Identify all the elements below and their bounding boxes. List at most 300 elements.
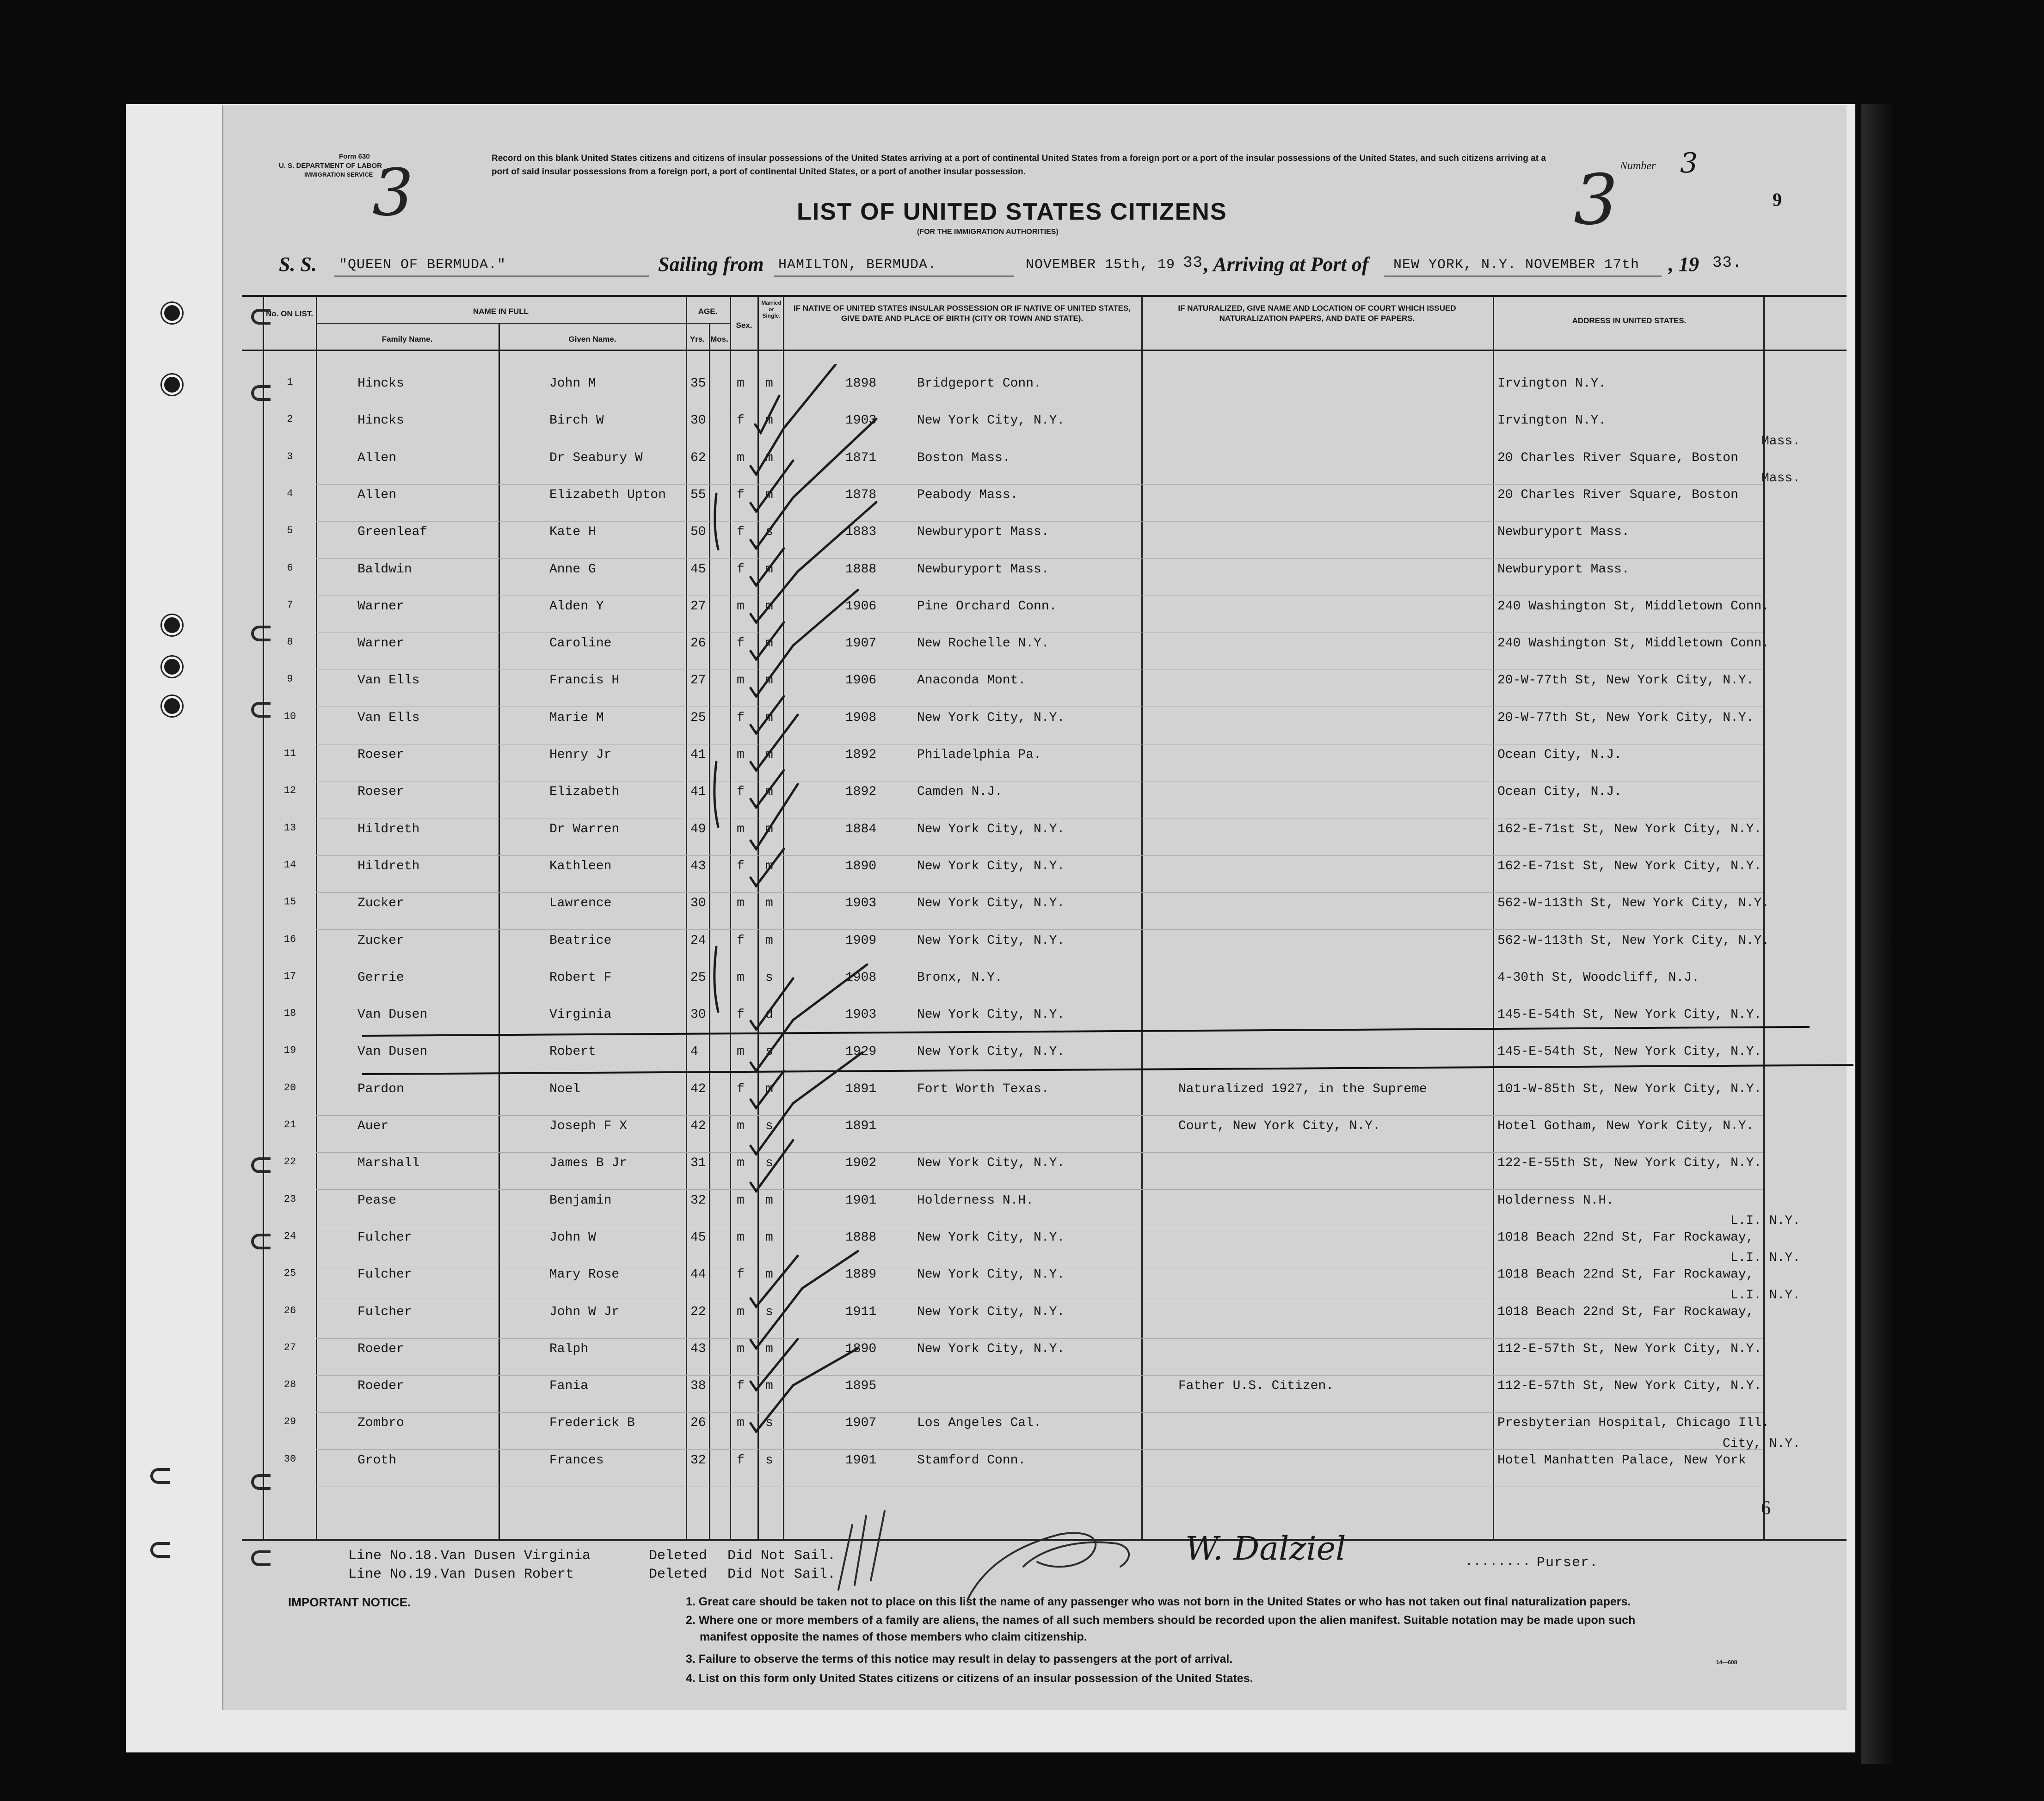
cell-year: 1929: [845, 1045, 877, 1059]
form-number: Form 630: [339, 153, 370, 160]
cell-yrs: 35: [690, 376, 706, 391]
binder-hole: [162, 615, 182, 635]
cell-given: Virginia: [549, 1008, 612, 1022]
cell-ms: s: [765, 1119, 773, 1133]
cell-ms: d: [765, 1008, 773, 1022]
cell-ms: m: [765, 748, 773, 762]
cell-addr: Hotel Manhatten Palace, New York: [1497, 1453, 1746, 1468]
cell-family: Fulcher: [357, 1267, 412, 1282]
cell-address-continued: L.I. N.Y.: [1730, 1288, 1800, 1303]
purser-signature: W. Dalziel: [1185, 1530, 1346, 1567]
cell-sex: m: [737, 822, 745, 836]
cell-addr: 20 Charles River Square, Boston: [1497, 450, 1738, 465]
row-rule: [316, 892, 1763, 893]
cell-no: 27: [283, 1341, 296, 1353]
cell-yrs: 4: [690, 1045, 698, 1059]
cell-sex: m: [737, 1416, 745, 1431]
cell-given: John M: [549, 376, 596, 391]
cell-yrs: 38: [690, 1379, 706, 1394]
cell-no: 22: [283, 1156, 296, 1168]
cell-address-continued: Mass.: [1761, 434, 1800, 449]
cell-family: Baldwin: [357, 562, 412, 577]
cell-yrs: 26: [690, 636, 706, 651]
cell-given: Birch W: [549, 413, 604, 428]
cell-given: Caroline: [549, 636, 612, 651]
purser-dots: ........: [1465, 1555, 1531, 1569]
notice-3: 3. Failure to observe the terms of this notice may result in delay to passengers at the port of arrival.: [686, 1653, 1233, 1666]
binder-mark: [150, 1542, 170, 1558]
cell-sex: m: [737, 1119, 745, 1133]
cell-ms: s: [765, 525, 773, 540]
binder-hole: [162, 696, 182, 716]
departure-port: HAMILTON, BERMUDA.: [778, 257, 937, 273]
cell-given: James B Jr: [549, 1156, 628, 1171]
binder-mark: [251, 1474, 271, 1490]
cell-given: Elizabeth: [549, 785, 620, 799]
cell-yrs: 44: [690, 1267, 706, 1282]
check-mark: [751, 1348, 858, 1432]
arrival-port: NEW YORK, N.Y.: [1393, 257, 1517, 273]
cell-place: Fort Worth Texas.: [917, 1082, 1049, 1096]
cell-yrs: 30: [690, 413, 706, 428]
cell-yrs: 50: [690, 525, 706, 540]
cell-year: 1898: [845, 376, 877, 391]
cell-ms: m: [765, 859, 773, 873]
cell-given: Frederick B: [549, 1416, 635, 1431]
cell-family: Pease: [357, 1193, 397, 1208]
cell-sex: m: [737, 1156, 745, 1171]
cell-family: Van Ells: [357, 710, 420, 725]
cell-addr: 162-E-71st St, New York City, N.Y.: [1497, 859, 1762, 873]
print-code: 14—608: [1716, 1659, 1737, 1666]
cell-yrs: 27: [690, 599, 706, 614]
cell-no: 28: [283, 1379, 296, 1391]
cell-year: 1907: [845, 1416, 877, 1431]
cell-given: Francis H: [549, 673, 620, 688]
cell-yrs: 26: [690, 1416, 706, 1431]
cell-addr: Presbyterian Hospital, Chicago Ill.: [1497, 1416, 1770, 1431]
cell-yrs: 30: [690, 1008, 706, 1022]
check-mark: [751, 461, 793, 511]
cell-ms: m: [765, 1230, 773, 1245]
cell-year: 1906: [845, 599, 877, 614]
cell-yrs: 31: [690, 1156, 706, 1171]
cell-year: 1892: [845, 748, 877, 762]
cell-ms: m: [765, 1267, 773, 1282]
cell-sex: f: [737, 785, 745, 799]
cell-given: John W Jr: [549, 1304, 620, 1319]
check-mark: [751, 419, 876, 548]
manifest-sheet: [222, 105, 1847, 1710]
number-value: 3: [1680, 147, 1698, 179]
deletion-note: Did Not Sail.: [727, 1548, 836, 1564]
check-mark: [751, 784, 798, 849]
check-mark: [751, 1256, 798, 1307]
notice-2-continued: manifest opposite the names of those members who claim citizenship.: [700, 1630, 1087, 1643]
cell-family: Van Dusen: [357, 1008, 428, 1022]
cell-family: Roeser: [357, 748, 404, 762]
cell-sex: m: [737, 896, 745, 911]
cell-sex: m: [737, 1193, 745, 1208]
cell-sex: m: [737, 1230, 745, 1245]
cell-sex: f: [737, 710, 745, 725]
header-address: ADDRESS IN UNITED STATES.: [1572, 316, 1687, 325]
cell-sex: m: [737, 1341, 745, 1356]
arrival-date: NOVEMBER 17th: [1525, 257, 1640, 273]
cell-family: Gerrie: [357, 970, 404, 985]
cell-family: Hincks: [357, 376, 404, 391]
col-rule: [263, 295, 264, 1539]
cell-no: 19: [283, 1045, 296, 1057]
check-mark: [751, 622, 784, 659]
cell-addr: 162-E-71st St, New York City, N.Y.: [1497, 822, 1762, 836]
cell-place: Bridgeport Conn.: [917, 376, 1041, 391]
cell-year: 1883: [845, 525, 877, 540]
check-mark: [751, 715, 798, 770]
cell-family: Zucker: [357, 933, 404, 948]
cell-year: 1890: [845, 1341, 877, 1356]
binder-hole: [162, 303, 182, 323]
cell-sex: m: [737, 748, 745, 762]
cell-year: 1903: [845, 896, 877, 911]
cell-sex: m: [737, 1045, 745, 1059]
cell-given: Beatrice: [549, 933, 612, 948]
cell-family: Marshall: [357, 1156, 420, 1171]
check-mark: [751, 849, 784, 886]
cell-family: Pardon: [357, 1082, 404, 1096]
cell-sex: m: [737, 376, 745, 391]
cell-yrs: 27: [690, 673, 706, 688]
bracket-mark: [715, 494, 718, 549]
check-mark: [755, 396, 779, 433]
cell-no: 18: [283, 1008, 296, 1020]
arriving-label: , Arriving at Port of: [1204, 253, 1369, 276]
cell-no: 4: [287, 487, 293, 499]
cell-addr: Irvington N.Y.: [1497, 413, 1607, 428]
cell-given: Kate H: [549, 525, 596, 540]
department-name: U. S. DEPARTMENT OF LABOR: [279, 162, 382, 170]
check-mark: [751, 770, 784, 807]
cell-addr: Newburyport Mass.: [1497, 525, 1630, 540]
cell-place: New York City, N.Y.: [917, 1156, 1065, 1171]
deletion-name: Van Dusen Robert: [441, 1567, 574, 1582]
cell-yrs: 55: [690, 487, 706, 502]
cell-ms: m: [765, 673, 773, 688]
cell-family: Greenleaf: [357, 525, 428, 540]
cell-given: Alden Y: [549, 599, 604, 614]
cell-place: New York City, N.Y.: [917, 1341, 1065, 1356]
strike-line-row-19: [362, 1064, 1853, 1075]
header-years: Yrs.: [690, 335, 705, 344]
strike-line-row-18: [362, 1026, 1810, 1037]
cell-no: 30: [283, 1453, 296, 1465]
cell-sex: m: [737, 450, 745, 465]
scribble: [838, 1511, 885, 1590]
cell-yrs: 43: [690, 859, 706, 873]
cell-given: Noel: [549, 1082, 581, 1096]
cell-yrs: 24: [690, 933, 706, 948]
cell-family: Hincks: [357, 413, 404, 428]
cell-ms: s: [765, 1304, 773, 1319]
cell-yrs: 30: [690, 896, 706, 911]
cell-yrs: 41: [690, 785, 706, 799]
cell-family: Zucker: [357, 896, 404, 911]
binder-mark: [150, 1468, 170, 1484]
cell-sex: f: [737, 1267, 745, 1282]
cell-no: 11: [283, 748, 296, 759]
cell-addr: 562-W-113th St, New York City, N.Y.: [1497, 933, 1770, 948]
cell-ms: s: [765, 1045, 773, 1059]
cell-no: 5: [287, 525, 293, 537]
deletion-name: Van Dusen Virginia: [441, 1548, 591, 1564]
arrival-year: 33.: [1712, 254, 1742, 272]
number-label: Number: [1620, 160, 1656, 172]
cell-sex: f: [737, 636, 745, 651]
cell-no: 13: [283, 822, 296, 834]
cell-given: Anne G: [549, 562, 596, 577]
cell-ms: m: [765, 933, 773, 948]
cell-addr: Irvington N.Y.: [1497, 376, 1607, 391]
form-instructions: Record on this blank United States citizens and citizens of insular possessions of the United States arriving at a port of continental United States from a foreign port or a port of the insular possessions of the United States, and such citizens arriving at a port of said insular possessions from a foreign port, a port of continental United States, or a port of another insular possession.: [492, 154, 1546, 177]
col-rule: [316, 295, 317, 1539]
cell-no: 14: [283, 859, 296, 871]
cell-ms: m: [765, 376, 773, 391]
cell-no: 8: [287, 636, 293, 648]
cell-place: New York City, N.Y.: [917, 1008, 1065, 1022]
cell-place: Boston Mass.: [917, 450, 1010, 465]
cell-addr: 4-30th St, Woodcliff, N.J.: [1497, 970, 1699, 985]
cell-ms: s: [765, 970, 773, 985]
cell-given: John W: [549, 1230, 596, 1245]
cell-addr: 20-W-77th St, New York City, N.Y.: [1497, 673, 1754, 688]
cell-addr: Ocean City, N.J.: [1497, 748, 1622, 762]
check-mark: [751, 548, 784, 585]
cell-yrs: 42: [690, 1082, 706, 1096]
cell-ms: m: [765, 413, 773, 428]
cell-given: Kathleen: [549, 859, 612, 873]
cell-place: New York City, N.Y.: [917, 710, 1065, 725]
underline: [774, 276, 1014, 277]
cell-year: 1908: [845, 970, 877, 985]
cell-no: 6: [287, 562, 293, 574]
cell-year: 1891: [845, 1082, 877, 1096]
cell-place: Stamford Conn.: [917, 1453, 1026, 1468]
cell-given: Robert F: [549, 970, 612, 985]
cell-given: Lawrence: [549, 896, 612, 911]
cell-year: 1911: [845, 1304, 877, 1319]
deletion-line: Line No.18.: [348, 1548, 440, 1564]
row-rule: [316, 1189, 1763, 1190]
underline: [334, 276, 649, 277]
cell-place: New York City, N.Y.: [917, 859, 1065, 873]
cell-ms: m: [765, 636, 773, 651]
cell-yrs: 42: [690, 1119, 706, 1133]
cell-no: 1: [287, 376, 293, 388]
cell-ms: s: [765, 1453, 773, 1468]
underline: [1384, 276, 1662, 277]
deletion-status: Deleted: [649, 1567, 708, 1582]
cell-ms: m: [765, 1082, 773, 1096]
form-subtitle: (FOR THE IMMIGRATION AUTHORITIES): [917, 228, 1059, 236]
cell-addr: 240 Washington St, Middletown Conn.: [1497, 599, 1770, 614]
cell-addr: 145-E-54th St, New York City, N.Y.: [1497, 1045, 1762, 1059]
cell-addr: 240 Washington St, Middletown Conn.: [1497, 636, 1770, 651]
cell-sex: m: [737, 970, 745, 985]
cell-sex: f: [737, 562, 745, 577]
cell-ms: m: [765, 1379, 773, 1394]
row-rule: [316, 1449, 1763, 1450]
check-mark: [751, 1251, 858, 1348]
cell-addr: 112-E-57th St, New York City, N.Y.: [1497, 1379, 1762, 1394]
cell-year: 1908: [845, 710, 877, 725]
cell-family: Allen: [357, 450, 397, 465]
cell-no: 21: [283, 1119, 296, 1131]
cell-year: 1891: [845, 1119, 877, 1133]
cell-place: New York City, N.Y.: [917, 1230, 1065, 1245]
cell-ms: s: [765, 1156, 773, 1171]
cell-family: Roeder: [357, 1341, 404, 1356]
notice-4: 4. List on this form only United States citizens or citizens of an insular possession of the United States.: [686, 1672, 1253, 1685]
cell-place: New York City, N.Y.: [917, 413, 1065, 428]
bracket-mark: [714, 762, 718, 827]
cell-family: Groth: [357, 1453, 397, 1468]
cell-ms: m: [765, 1193, 773, 1208]
cell-no: 24: [283, 1230, 296, 1242]
binder-hole: [162, 657, 182, 677]
cell-given: Robert: [549, 1045, 596, 1059]
ss-label: S. S.: [279, 253, 317, 276]
cell-sex: f: [737, 1453, 745, 1468]
cell-addr: 1018 Beach 22nd St, Far Rockaway,: [1497, 1304, 1754, 1319]
header-age: AGE.: [698, 307, 718, 316]
cell-yrs: 45: [690, 1230, 706, 1245]
cell-yrs: 32: [690, 1453, 706, 1468]
cell-family: Roeder: [357, 1379, 404, 1394]
cell-given: Elizabeth Upton: [549, 487, 666, 502]
cell-sex: f: [737, 1082, 745, 1096]
cell-year: 1901: [845, 1193, 877, 1208]
header-given-name: Given Name.: [568, 335, 616, 344]
cell-no: 10: [283, 710, 296, 722]
cell-given: Dr Seabury W: [549, 450, 643, 465]
deletion-line: Line No.19.: [348, 1567, 440, 1582]
arrival-year-prefix: , 19: [1668, 253, 1699, 276]
cell-no: 20: [283, 1082, 296, 1094]
cell-nat: Naturalized 1927, in the Supreme: [1178, 1082, 1427, 1096]
cell-no: 25: [283, 1267, 296, 1279]
scan-edge-shadow: [1861, 104, 1894, 1764]
cell-family: Fulcher: [357, 1304, 412, 1319]
table-top-border: [242, 295, 1847, 297]
cell-ms: m: [765, 785, 773, 799]
cell-yrs: 25: [690, 710, 706, 725]
cell-addr: 1018 Beach 22nd St, Far Rockaway,: [1497, 1230, 1754, 1245]
cell-place: Newburyport Mass.: [917, 525, 1049, 540]
departure-date: NOVEMBER 15th, 19: [1026, 257, 1176, 273]
cell-place: Pine Orchard Conn.: [917, 599, 1057, 614]
check-mark: [751, 1140, 793, 1191]
cell-sex: f: [737, 859, 745, 873]
row-rule: [316, 855, 1763, 856]
cell-family: Warner: [357, 599, 404, 614]
cell-no: 9: [287, 673, 293, 685]
cell-place: New Rochelle N.Y.: [917, 636, 1049, 651]
cell-place: Anaconda Mont.: [917, 673, 1026, 688]
handwritten-list-number: 3: [372, 155, 414, 231]
cell-yrs: 43: [690, 1341, 706, 1356]
cell-family: Zombro: [357, 1416, 404, 1431]
cell-yrs: 25: [690, 970, 706, 985]
cell-no: 26: [283, 1304, 296, 1316]
cell-nat: Father U.S. Citizen.: [1178, 1379, 1334, 1394]
row-rule: [316, 1152, 1763, 1153]
notice-1: 1. Great care should be taken not to place on this list the name of any passenger who was not born in the United States or who has not taken out final naturalization papers.: [686, 1595, 1631, 1608]
cell-family: Warner: [357, 636, 404, 651]
departure-year: 33: [1183, 254, 1203, 272]
cell-sex: f: [737, 413, 745, 428]
cell-ms: s: [765, 1416, 773, 1431]
bottom-number: 6: [1761, 1498, 1771, 1519]
cell-given: Henry Jr: [549, 748, 612, 762]
cell-nat: Court, New York City, N.Y.: [1178, 1119, 1380, 1133]
cell-yrs: 41: [690, 748, 706, 762]
row-rule: [316, 484, 1763, 485]
handwritten-number: 3: [1574, 160, 1618, 240]
cell-place: Newburyport Mass.: [917, 562, 1049, 577]
cell-address-continued: L.I. N.Y.: [1730, 1213, 1800, 1228]
row-rule: [316, 1412, 1763, 1413]
cell-sex: f: [737, 933, 745, 948]
cell-place: New York City, N.Y.: [917, 1045, 1065, 1059]
check-mark: [751, 1052, 862, 1154]
row-rule: [316, 929, 1763, 930]
cell-no: 3: [287, 450, 293, 462]
cell-addr: 112-E-57th St, New York City, N.Y.: [1497, 1341, 1762, 1356]
cell-family: Hildreth: [357, 859, 420, 873]
notice-2: 2. Where one or more members of a family are aliens, the names of all such members should be recorded upon the alien manifest. Suitable notation may be made upon such: [686, 1614, 1636, 1627]
cell-year: 1902: [845, 1156, 877, 1171]
cell-year: 1892: [845, 785, 877, 799]
cell-yrs: 45: [690, 562, 706, 577]
cell-ms: m: [765, 562, 773, 577]
check-mark: [751, 590, 858, 696]
cell-given: Ralph: [549, 1341, 589, 1356]
cell-year: 1888: [845, 1230, 877, 1245]
cell-place: Bronx, N.Y.: [917, 970, 1003, 985]
deletion-note: Did Not Sail.: [727, 1567, 836, 1582]
cell-addr: 145-E-54th St, New York City, N.Y.: [1497, 1008, 1762, 1022]
cell-ms: m: [765, 710, 773, 725]
cell-no: 17: [283, 970, 296, 982]
header-months: Mos.: [710, 335, 728, 344]
cell-place: Los Angeles Cal.: [917, 1416, 1041, 1431]
cell-year: 1888: [845, 562, 877, 577]
deletion-status: Deleted: [649, 1548, 708, 1564]
cell-address-continued: Mass.: [1761, 471, 1800, 486]
header-naturalization: IF NATURALIZED, GIVE NAME AND LOCATION OF COURT WHICH ISSUED NATURALIZATION PAPERS, AND DATE OF PAPERS.: [1178, 304, 1456, 323]
cell-ms: m: [765, 896, 773, 911]
cell-addr: 122-E-55th St, New York City, N.Y.: [1497, 1156, 1762, 1171]
binder-mark: [251, 1550, 271, 1566]
cell-year: 1884: [845, 822, 877, 836]
cell-family: Auer: [357, 1119, 389, 1133]
ship-name: "QUEEN OF BERMUDA.": [339, 257, 506, 273]
cell-no: 7: [287, 599, 293, 611]
cell-year: 1906: [845, 673, 877, 688]
cell-year: 1907: [845, 636, 877, 651]
check-mark: [751, 965, 867, 1071]
cell-place: Holderness N.H.: [917, 1193, 1034, 1208]
